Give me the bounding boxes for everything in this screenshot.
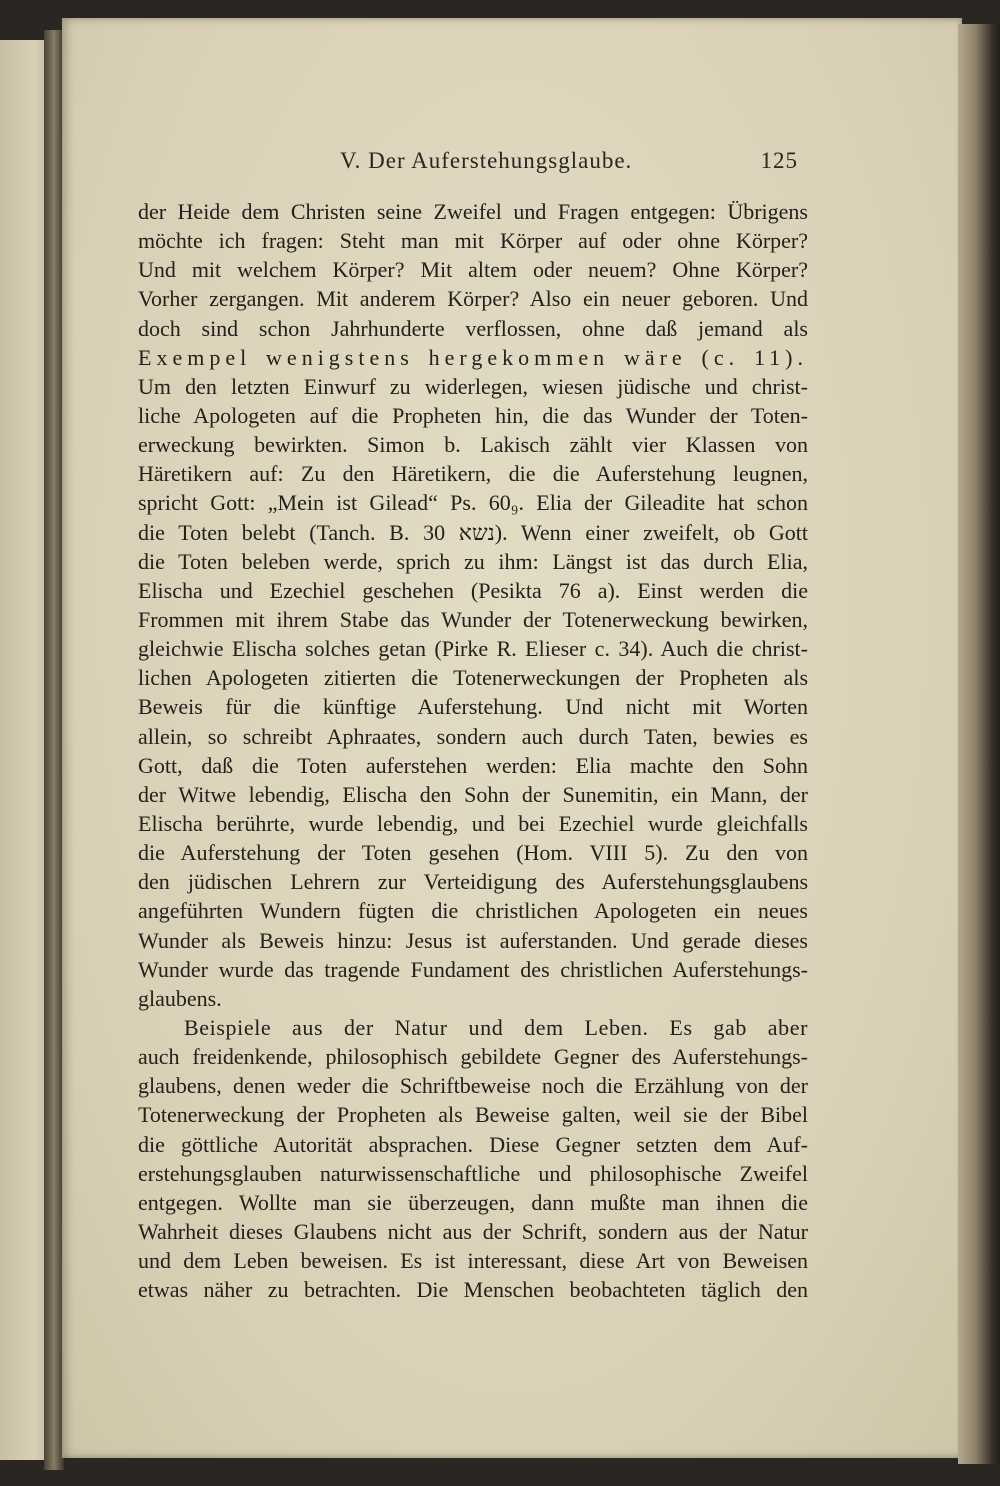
text-line: Beispiele aus der Natur und dem Leben. Es gab aber: [184, 1014, 808, 1040]
page-edge-shadow: [958, 24, 1000, 1464]
text-line: Und mit welchem Körper? Mit altem oder neuem? Ohne Körper?: [138, 257, 808, 283]
text-line: entgegen. Wollte man sie überzeugen, dann mußte man ihnen die: [138, 1189, 808, 1215]
body-text: [138, 197, 808, 1304]
text-line: Um den letzten Einwurf zu widerlegen, wiesen jüdische und christ-: [138, 373, 808, 399]
text-line: spricht Gott: „Mein ist Gilead“ Ps. 60₉. Elia der Gileadite hat schon: [138, 490, 808, 516]
text-line: angeführten Wundern fügten die christlichen Apologeten ein neues: [138, 898, 808, 924]
text-line: Häretikern auf: Zu den Häretikern, die die Auferstehung leugnen,: [138, 461, 808, 487]
text-line: auch freidenkende, philosophisch gebildete Gegner des Auferstehungs-: [138, 1044, 808, 1070]
text-line: liche Apologeten auf die Propheten hin, die das Wunder der Toten-: [138, 402, 808, 428]
text-line: die Toten belebt (Tanch. B. נשא 30). Wenn einer zweifelt, ob Gott: [138, 519, 808, 545]
text-line: Wahrheit dieses Glaubens nicht aus der Schrift, sondern aus der Natur: [138, 1218, 808, 1244]
text-line: lichen Apologeten zitierten die Totenerweckungen der Propheten als: [138, 665, 808, 691]
text-line: allein, so schreibt Aphraates, sondern auch durch Taten, bewies es: [138, 723, 808, 749]
text-line: Wunder als Beweis hinzu: Jesus ist auferstanden. Und gerade dieses: [138, 927, 808, 953]
text-line: doch sind schon Jahrhunderte verflossen, ohne daß jemand als: [138, 315, 808, 341]
text-line: und dem Leben beweisen. Es ist interessant, diese Art von Beweisen: [138, 1248, 808, 1274]
text-line: den jüdischen Lehrern zur Verteidigung des Auferstehungsglaubens: [138, 869, 808, 895]
text-line: glaubens, denen weder die Schriftbeweise noch die Erzählung von der: [138, 1073, 808, 1099]
text-line: Frommen mit ihrem Stabe das Wunder der Totenerweckung bewirken,: [138, 606, 808, 632]
text-line: Exempel wenigstens hergekommen wäre (c. 11).: [138, 344, 808, 370]
text-line: die göttliche Autorität absprachen. Diese Gegner setzten dem Auf-: [138, 1131, 808, 1157]
text-line: der Heide dem Christen seine Zweifel und Fragen entgegen: Übrigens: [138, 199, 808, 224]
text-line: Gott, daß die Toten auferstehen werden: Elia machte den Sohn: [138, 752, 808, 778]
text-line: Vorher zergangen. Mit anderem Körper? Also ein neuer geboren. Und: [138, 286, 808, 312]
text-line: Elischa berührte, wurde lebendig, und bei Ezechiel wurde gleichfalls: [138, 810, 808, 836]
book-gutter: [44, 30, 64, 1470]
text-line: gleichwie Elischa solches getan (Pirke R. Elieser c. 34). Auch die christ-: [138, 636, 808, 662]
text-line: Wunder wurde das tragende Fundament des christlichen Auferstehungs-: [138, 956, 808, 982]
text-line: Beweis für die künftige Auferstehung. Und nicht mit Worten: [138, 694, 808, 720]
text-line: erweckung bewirkten. Simon b. Lakisch zählt vier Klassen von: [138, 432, 808, 458]
text-line: möchte ich fragen: Steht man mit Körper auf oder ohne Körper?: [138, 228, 808, 254]
page-number: 125: [760, 148, 798, 173]
chapter-title: V. Der Auferstehungsglaube.: [340, 148, 633, 173]
text-line: Totenerweckung der Propheten als Beweise galten, weil sie der Bibel: [138, 1102, 808, 1128]
text-line: Elischa und Ezechiel geschehen (Pesikta 76 a). Einst werden die: [138, 577, 808, 603]
text-line: die Toten beleben werde, sprich zu ihm: Längst ist das durch Elia,: [138, 548, 808, 574]
text-line: erstehungsglauben naturwissenschaftliche und philosophische Zweifel: [138, 1160, 808, 1186]
text-line: der Witwe lebendig, Elischa den Sohn der Sunemitin, ein Mann, der: [138, 781, 808, 807]
text-line: glaubens.: [138, 985, 222, 1011]
text-line: etwas näher zu betrachten. Die Menschen beobachteten täglich den: [138, 1277, 808, 1303]
text-line: die Auferstehung der Toten gesehen (Hom. VIII 5). Zu den von: [138, 840, 808, 866]
